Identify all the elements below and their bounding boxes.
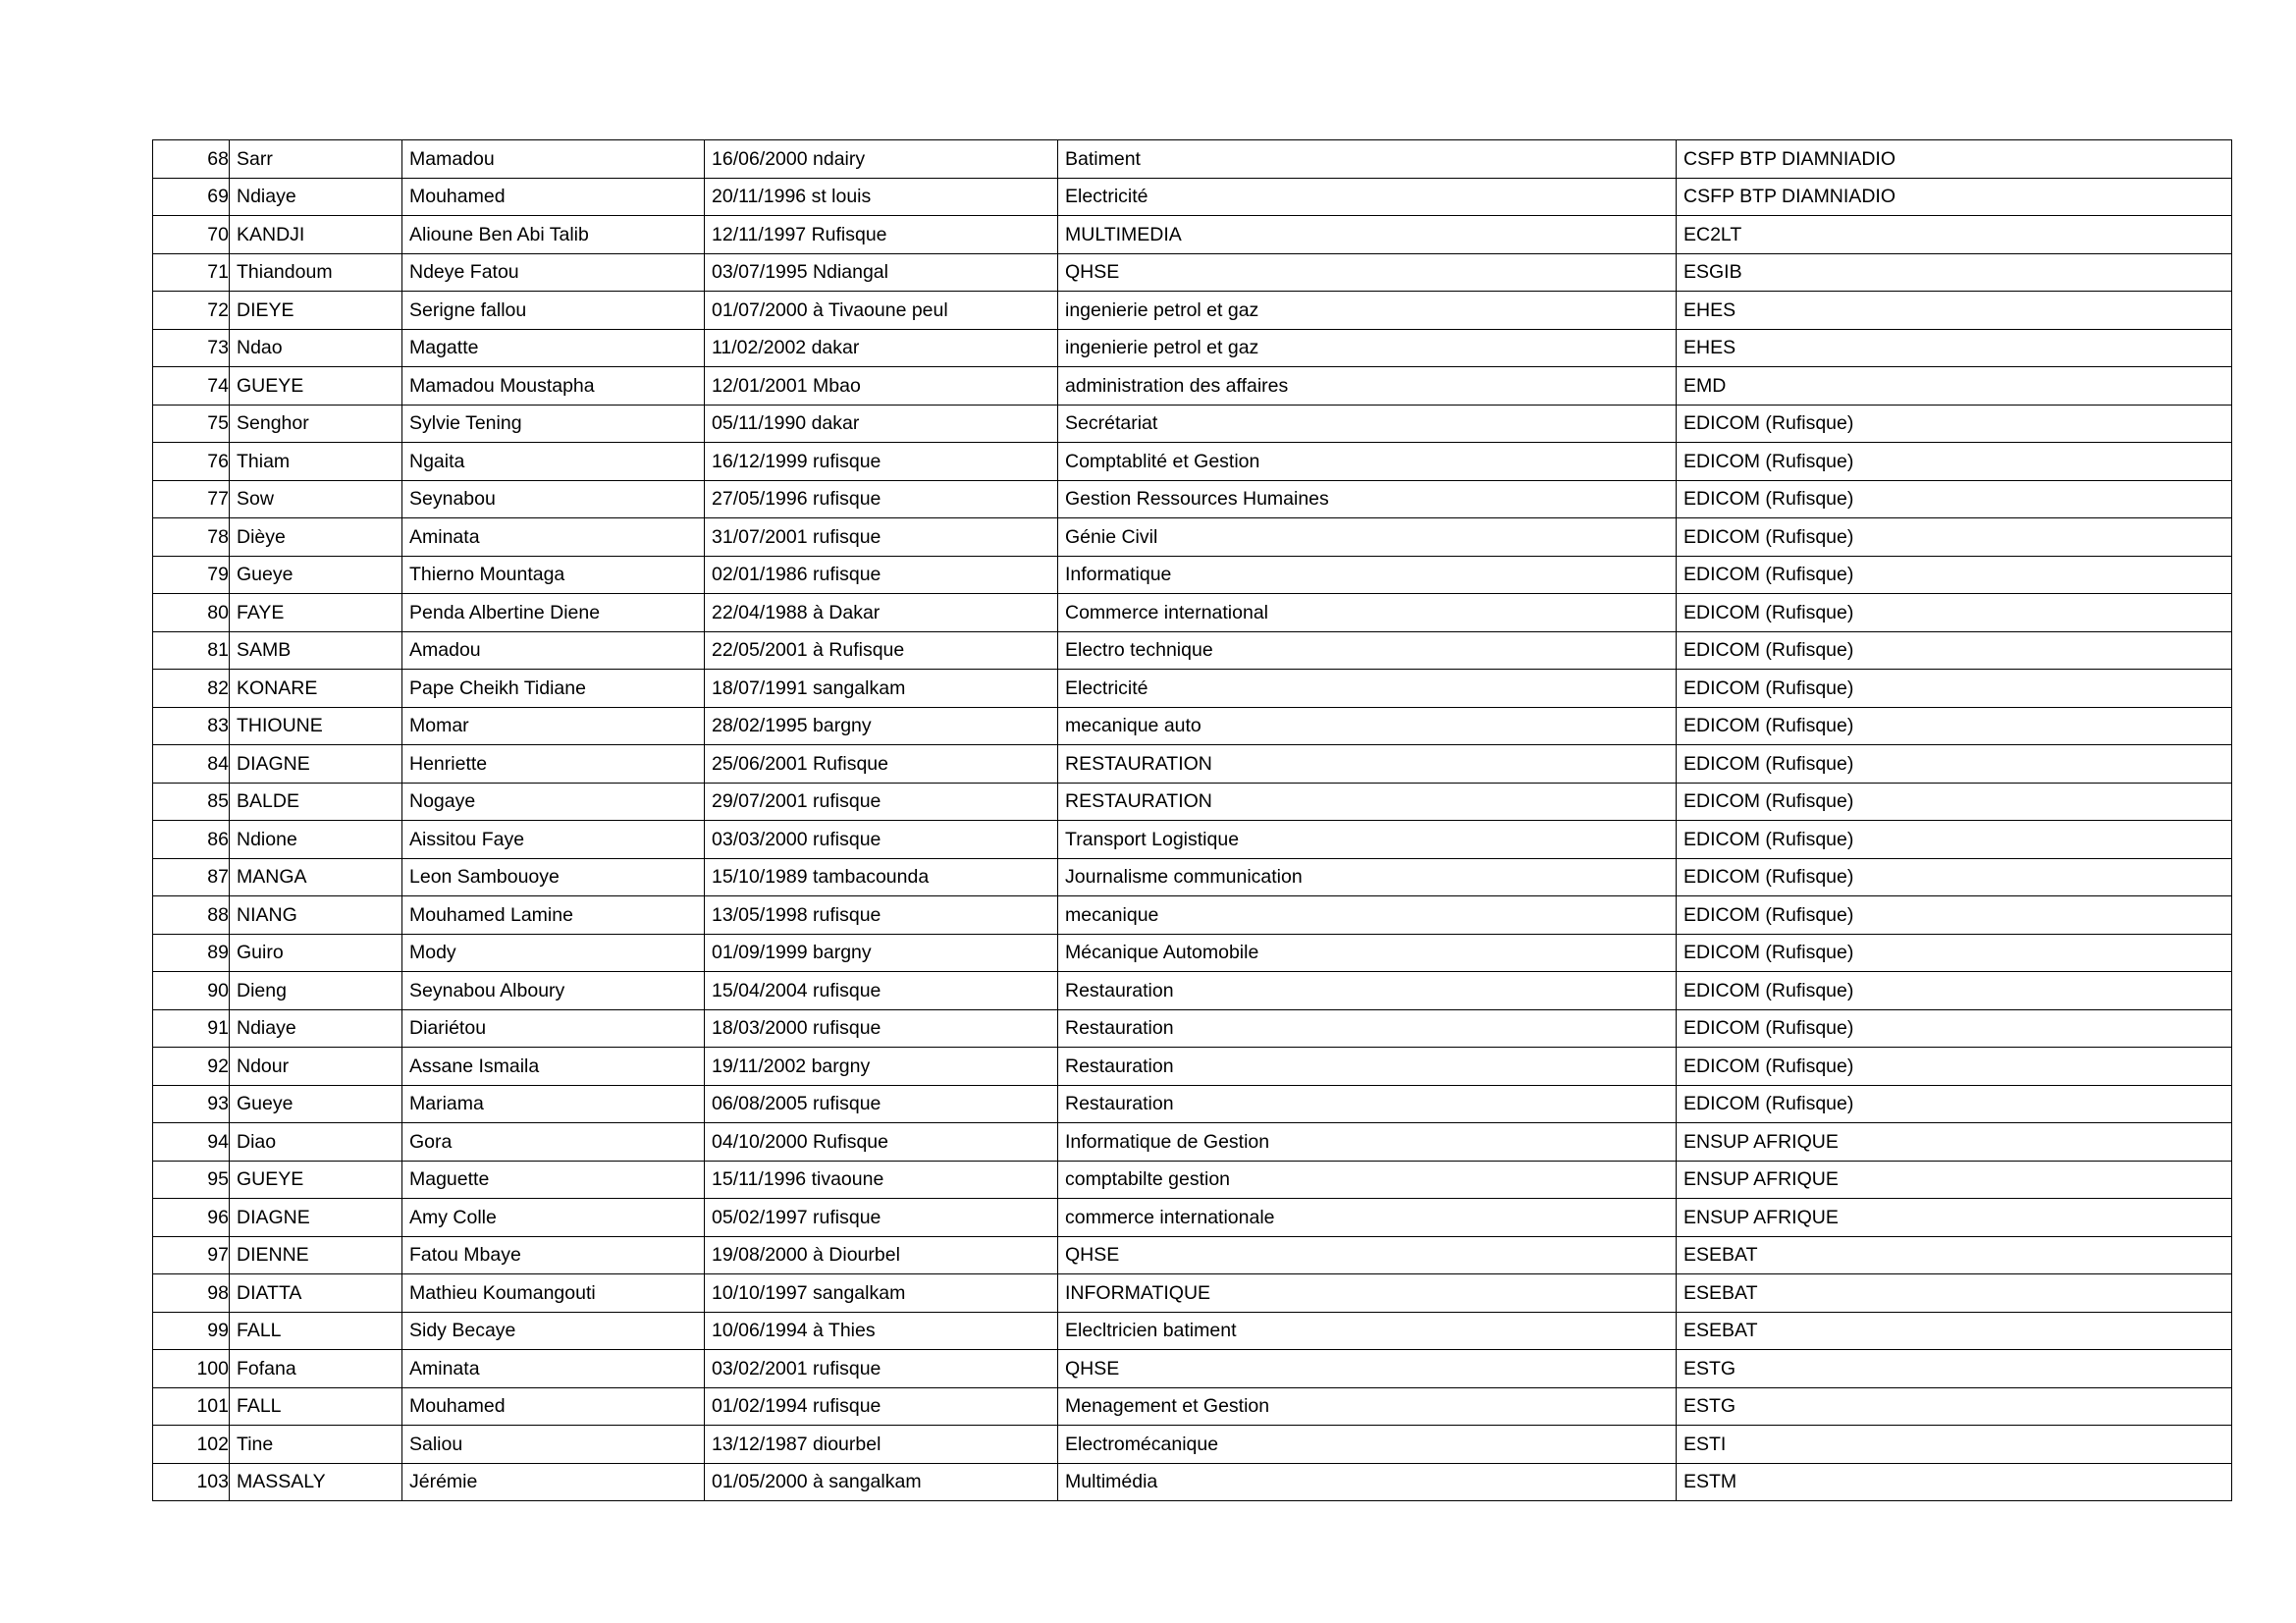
cell-naissance: 22/04/1988 à Dakar bbox=[705, 594, 1058, 632]
cell-nom: FALL bbox=[230, 1312, 402, 1350]
cell-n: 94 bbox=[153, 1123, 230, 1162]
cell-naissance: 01/05/2000 à sangalkam bbox=[705, 1463, 1058, 1501]
cell-naissance: 01/07/2000 à Tivaoune peul bbox=[705, 292, 1058, 330]
cell-nom: Tine bbox=[230, 1426, 402, 1464]
cell-filiere: QHSE bbox=[1058, 1236, 1677, 1274]
cell-naissance: 15/11/1996 tivaoune bbox=[705, 1161, 1058, 1199]
cell-nom: Diao bbox=[230, 1123, 402, 1162]
cell-filiere: Journalisme communication bbox=[1058, 858, 1677, 896]
cell-filiere: mecanique bbox=[1058, 896, 1677, 935]
cell-n: 98 bbox=[153, 1274, 230, 1313]
cell-prenom: Mody bbox=[402, 934, 705, 972]
cell-prenom: Amadou bbox=[402, 631, 705, 670]
table-row bbox=[153, 556, 2232, 594]
table-row bbox=[153, 972, 2232, 1010]
cell-naissance: 03/07/1995 Ndiangal bbox=[705, 253, 1058, 292]
cell-naissance: 19/08/2000 à Diourbel bbox=[705, 1236, 1058, 1274]
cell-filiere: Elecltricien batiment bbox=[1058, 1312, 1677, 1350]
cell-prenom: Serigne fallou bbox=[402, 292, 705, 330]
cell-etablissement: ESGIB bbox=[1677, 253, 2232, 292]
cell-naissance: 05/02/1997 rufisque bbox=[705, 1199, 1058, 1237]
cell-etablissement: EDICOM (Rufisque) bbox=[1677, 1085, 2232, 1123]
cell-prenom: Ngaita bbox=[402, 443, 705, 481]
cell-nom: Ndiaye bbox=[230, 178, 402, 216]
cell-nom: DIEYE bbox=[230, 292, 402, 330]
cell-etablissement: ESTI bbox=[1677, 1426, 2232, 1464]
cell-n: 72 bbox=[153, 292, 230, 330]
table-row bbox=[153, 292, 2232, 330]
cell-prenom: Mamadou bbox=[402, 140, 705, 179]
cell-n: 101 bbox=[153, 1387, 230, 1426]
cell-filiere: Comptablité et Gestion bbox=[1058, 443, 1677, 481]
table-row bbox=[153, 670, 2232, 708]
cell-n: 71 bbox=[153, 253, 230, 292]
cell-filiere: INFORMATIQUE bbox=[1058, 1274, 1677, 1313]
cell-etablissement: EMD bbox=[1677, 367, 2232, 406]
cell-n: 77 bbox=[153, 480, 230, 518]
table-row bbox=[153, 405, 2232, 443]
table-row bbox=[153, 1123, 2232, 1162]
cell-nom: KONARE bbox=[230, 670, 402, 708]
cell-nom: Gueye bbox=[230, 556, 402, 594]
cell-naissance: 22/05/2001 à Rufisque bbox=[705, 631, 1058, 670]
cell-naissance: 19/11/2002 bargny bbox=[705, 1048, 1058, 1086]
cell-naissance: 20/11/1996 st louis bbox=[705, 178, 1058, 216]
cell-filiere: mecanique auto bbox=[1058, 707, 1677, 745]
cell-etablissement: ENSUP AFRIQUE bbox=[1677, 1161, 2232, 1199]
table-row bbox=[153, 443, 2232, 481]
cell-etablissement: EDICOM (Rufisque) bbox=[1677, 972, 2232, 1010]
cell-filiere: Restauration bbox=[1058, 1085, 1677, 1123]
table-row bbox=[153, 329, 2232, 367]
cell-naissance: 31/07/2001 rufisque bbox=[705, 518, 1058, 557]
cell-n: 90 bbox=[153, 972, 230, 1010]
cell-nom: DIAGNE bbox=[230, 1199, 402, 1237]
cell-filiere: Gestion Ressources Humaines bbox=[1058, 480, 1677, 518]
cell-naissance: 02/01/1986 rufisque bbox=[705, 556, 1058, 594]
cell-prenom: Maguette bbox=[402, 1161, 705, 1199]
table-row bbox=[153, 1463, 2232, 1501]
cell-n: 70 bbox=[153, 216, 230, 254]
cell-prenom: Mathieu Koumangouti bbox=[402, 1274, 705, 1313]
table-row bbox=[153, 858, 2232, 896]
cell-prenom: Saliou bbox=[402, 1426, 705, 1464]
cell-prenom: Aissitou Faye bbox=[402, 821, 705, 859]
cell-n: 82 bbox=[153, 670, 230, 708]
cell-etablissement: EDICOM (Rufisque) bbox=[1677, 858, 2232, 896]
cell-nom: DIATTA bbox=[230, 1274, 402, 1313]
cell-prenom: Gora bbox=[402, 1123, 705, 1162]
cell-nom: SAMB bbox=[230, 631, 402, 670]
cell-etablissement: EDICOM (Rufisque) bbox=[1677, 934, 2232, 972]
cell-prenom: Momar bbox=[402, 707, 705, 745]
cell-naissance: 28/02/1995 bargny bbox=[705, 707, 1058, 745]
cell-etablissement: EDICOM (Rufisque) bbox=[1677, 443, 2232, 481]
cell-naissance: 15/04/2004 rufisque bbox=[705, 972, 1058, 1010]
roster-table-container bbox=[152, 139, 2184, 1501]
cell-nom: MANGA bbox=[230, 858, 402, 896]
cell-naissance: 18/07/1991 sangalkam bbox=[705, 670, 1058, 708]
cell-filiere: QHSE bbox=[1058, 253, 1677, 292]
cell-prenom: Jérémie bbox=[402, 1463, 705, 1501]
cell-n: 86 bbox=[153, 821, 230, 859]
cell-prenom: Diariétou bbox=[402, 1009, 705, 1048]
table-row bbox=[153, 1161, 2232, 1199]
cell-naissance: 04/10/2000 Rufisque bbox=[705, 1123, 1058, 1162]
cell-filiere: Commerce international bbox=[1058, 594, 1677, 632]
cell-naissance: 15/10/1989 tambacounda bbox=[705, 858, 1058, 896]
cell-filiere: Informatique bbox=[1058, 556, 1677, 594]
cell-etablissement: ENSUP AFRIQUE bbox=[1677, 1123, 2232, 1162]
cell-nom: Dieng bbox=[230, 972, 402, 1010]
cell-prenom: Mamadou Moustapha bbox=[402, 367, 705, 406]
cell-prenom: Penda Albertine Diene bbox=[402, 594, 705, 632]
cell-naissance: 13/12/1987 diourbel bbox=[705, 1426, 1058, 1464]
cell-etablissement: CSFP BTP DIAMNIADIO bbox=[1677, 178, 2232, 216]
cell-etablissement: EDICOM (Rufisque) bbox=[1677, 1048, 2232, 1086]
cell-prenom: Mouhamed bbox=[402, 1387, 705, 1426]
cell-filiere: Génie Civil bbox=[1058, 518, 1677, 557]
table-row bbox=[153, 896, 2232, 935]
table-row bbox=[153, 367, 2232, 406]
table-row bbox=[153, 140, 2232, 179]
cell-filiere: Restauration bbox=[1058, 1009, 1677, 1048]
table-row bbox=[153, 1387, 2232, 1426]
cell-n: 95 bbox=[153, 1161, 230, 1199]
cell-nom: Thiam bbox=[230, 443, 402, 481]
cell-naissance: 10/06/1994 à Thies bbox=[705, 1312, 1058, 1350]
cell-n: 87 bbox=[153, 858, 230, 896]
cell-nom: Senghor bbox=[230, 405, 402, 443]
cell-filiere: RESTAURATION bbox=[1058, 745, 1677, 784]
table-row bbox=[153, 707, 2232, 745]
cell-filiere: MULTIMEDIA bbox=[1058, 216, 1677, 254]
cell-n: 97 bbox=[153, 1236, 230, 1274]
cell-etablissement: EDICOM (Rufisque) bbox=[1677, 783, 2232, 821]
cell-nom: BALDE bbox=[230, 783, 402, 821]
cell-etablissement: EDICOM (Rufisque) bbox=[1677, 405, 2232, 443]
table-row bbox=[153, 631, 2232, 670]
cell-n: 80 bbox=[153, 594, 230, 632]
cell-naissance: 01/02/1994 rufisque bbox=[705, 1387, 1058, 1426]
table-row bbox=[153, 745, 2232, 784]
cell-filiere: Restauration bbox=[1058, 972, 1677, 1010]
cell-filiere: comptabilte gestion bbox=[1058, 1161, 1677, 1199]
cell-prenom: Seynabou Alboury bbox=[402, 972, 705, 1010]
cell-n: 103 bbox=[153, 1463, 230, 1501]
cell-n: 93 bbox=[153, 1085, 230, 1123]
table-row bbox=[153, 518, 2232, 557]
cell-naissance: 10/10/1997 sangalkam bbox=[705, 1274, 1058, 1313]
cell-filiere: Menagement et Gestion bbox=[1058, 1387, 1677, 1426]
cell-n: 91 bbox=[153, 1009, 230, 1048]
cell-nom: FALL bbox=[230, 1387, 402, 1426]
cell-naissance: 16/06/2000 ndairy bbox=[705, 140, 1058, 179]
cell-naissance: 06/08/2005 rufisque bbox=[705, 1085, 1058, 1123]
cell-filiere: Transport Logistique bbox=[1058, 821, 1677, 859]
cell-prenom: Sylvie Tening bbox=[402, 405, 705, 443]
cell-naissance: 01/09/1999 bargny bbox=[705, 934, 1058, 972]
cell-n: 74 bbox=[153, 367, 230, 406]
cell-prenom: Mouhamed bbox=[402, 178, 705, 216]
cell-n: 75 bbox=[153, 405, 230, 443]
cell-prenom: Ndeye Fatou bbox=[402, 253, 705, 292]
cell-n: 69 bbox=[153, 178, 230, 216]
cell-n: 78 bbox=[153, 518, 230, 557]
cell-filiere: RESTAURATION bbox=[1058, 783, 1677, 821]
cell-n: 85 bbox=[153, 783, 230, 821]
cell-etablissement: EDICOM (Rufisque) bbox=[1677, 594, 2232, 632]
table-row bbox=[153, 783, 2232, 821]
cell-nom: Guiro bbox=[230, 934, 402, 972]
cell-n: 99 bbox=[153, 1312, 230, 1350]
roster-table bbox=[152, 139, 2232, 1501]
cell-nom: DIENNE bbox=[230, 1236, 402, 1274]
cell-prenom: Alioune Ben Abi Talib bbox=[402, 216, 705, 254]
cell-n: 73 bbox=[153, 329, 230, 367]
cell-prenom: Assane Ismaila bbox=[402, 1048, 705, 1086]
cell-nom: Ndao bbox=[230, 329, 402, 367]
cell-naissance: 03/02/2001 rufisque bbox=[705, 1350, 1058, 1388]
cell-etablissement: ESEBAT bbox=[1677, 1312, 2232, 1350]
table-row bbox=[153, 1274, 2232, 1313]
cell-n: 89 bbox=[153, 934, 230, 972]
cell-naissance: 11/02/2002 dakar bbox=[705, 329, 1058, 367]
cell-etablissement: EHES bbox=[1677, 329, 2232, 367]
cell-etablissement: EC2LT bbox=[1677, 216, 2232, 254]
cell-nom: DIAGNE bbox=[230, 745, 402, 784]
cell-nom: MASSALY bbox=[230, 1463, 402, 1501]
table-row bbox=[153, 594, 2232, 632]
cell-nom: FAYE bbox=[230, 594, 402, 632]
cell-filiere: Mécanique Automobile bbox=[1058, 934, 1677, 972]
cell-filiere: ingenierie petrol et gaz bbox=[1058, 329, 1677, 367]
cell-filiere: Restauration bbox=[1058, 1048, 1677, 1086]
cell-naissance: 03/03/2000 rufisque bbox=[705, 821, 1058, 859]
cell-etablissement: EDICOM (Rufisque) bbox=[1677, 745, 2232, 784]
cell-etablissement: ESTG bbox=[1677, 1387, 2232, 1426]
cell-n: 83 bbox=[153, 707, 230, 745]
cell-n: 96 bbox=[153, 1199, 230, 1237]
table-row bbox=[153, 480, 2232, 518]
cell-etablissement: EHES bbox=[1677, 292, 2232, 330]
table-row bbox=[153, 1048, 2232, 1086]
cell-n: 92 bbox=[153, 1048, 230, 1086]
cell-filiere: ingenierie petrol et gaz bbox=[1058, 292, 1677, 330]
cell-filiere: Electricité bbox=[1058, 178, 1677, 216]
cell-nom: GUEYE bbox=[230, 367, 402, 406]
cell-naissance: 27/05/1996 rufisque bbox=[705, 480, 1058, 518]
cell-prenom: Nogaye bbox=[402, 783, 705, 821]
cell-filiere: Multimédia bbox=[1058, 1463, 1677, 1501]
cell-etablissement: EDICOM (Rufisque) bbox=[1677, 670, 2232, 708]
table-row bbox=[153, 934, 2232, 972]
cell-naissance: 18/03/2000 rufisque bbox=[705, 1009, 1058, 1048]
cell-etablissement: EDICOM (Rufisque) bbox=[1677, 896, 2232, 935]
cell-etablissement: ESTG bbox=[1677, 1350, 2232, 1388]
table-row bbox=[153, 1199, 2232, 1237]
cell-prenom: Mariama bbox=[402, 1085, 705, 1123]
cell-etablissement: EDICOM (Rufisque) bbox=[1677, 518, 2232, 557]
table-row bbox=[153, 1350, 2232, 1388]
cell-nom: THIOUNE bbox=[230, 707, 402, 745]
cell-filiere: Electro technique bbox=[1058, 631, 1677, 670]
cell-prenom: Amy Colle bbox=[402, 1199, 705, 1237]
cell-prenom: Aminata bbox=[402, 518, 705, 557]
cell-nom: Thiandoum bbox=[230, 253, 402, 292]
table-row bbox=[153, 1009, 2232, 1048]
cell-etablissement: ESEBAT bbox=[1677, 1236, 2232, 1274]
cell-prenom: Seynabou bbox=[402, 480, 705, 518]
table-row bbox=[153, 1426, 2232, 1464]
cell-prenom: Pape Cheikh Tidiane bbox=[402, 670, 705, 708]
cell-naissance: 12/01/2001 Mbao bbox=[705, 367, 1058, 406]
cell-nom: Gueye bbox=[230, 1085, 402, 1123]
cell-naissance: 13/05/1998 rufisque bbox=[705, 896, 1058, 935]
cell-nom: Fofana bbox=[230, 1350, 402, 1388]
cell-nom: Sow bbox=[230, 480, 402, 518]
cell-prenom: Aminata bbox=[402, 1350, 705, 1388]
table-row bbox=[153, 1312, 2232, 1350]
cell-etablissement: EDICOM (Rufisque) bbox=[1677, 707, 2232, 745]
cell-etablissement: EDICOM (Rufisque) bbox=[1677, 556, 2232, 594]
cell-nom: NIANG bbox=[230, 896, 402, 935]
cell-etablissement: ESTM bbox=[1677, 1463, 2232, 1501]
cell-nom: Sarr bbox=[230, 140, 402, 179]
cell-prenom: Leon Sambouoye bbox=[402, 858, 705, 896]
cell-filiere: commerce internationale bbox=[1058, 1199, 1677, 1237]
cell-n: 76 bbox=[153, 443, 230, 481]
cell-naissance: 16/12/1999 rufisque bbox=[705, 443, 1058, 481]
cell-filiere: Secrétariat bbox=[1058, 405, 1677, 443]
cell-prenom: Fatou Mbaye bbox=[402, 1236, 705, 1274]
table-row bbox=[153, 821, 2232, 859]
roster-table-body bbox=[153, 140, 2232, 1501]
cell-naissance: 12/11/1997 Rufisque bbox=[705, 216, 1058, 254]
cell-etablissement: EDICOM (Rufisque) bbox=[1677, 631, 2232, 670]
cell-prenom: Henriette bbox=[402, 745, 705, 784]
cell-nom: Ndiaye bbox=[230, 1009, 402, 1048]
cell-etablissement: ENSUP AFRIQUE bbox=[1677, 1199, 2232, 1237]
table-row bbox=[153, 1236, 2232, 1274]
cell-etablissement: EDICOM (Rufisque) bbox=[1677, 480, 2232, 518]
cell-n: 88 bbox=[153, 896, 230, 935]
cell-n: 79 bbox=[153, 556, 230, 594]
cell-nom: Ndione bbox=[230, 821, 402, 859]
cell-etablissement: EDICOM (Rufisque) bbox=[1677, 1009, 2232, 1048]
cell-etablissement: ESEBAT bbox=[1677, 1274, 2232, 1313]
cell-n: 81 bbox=[153, 631, 230, 670]
cell-naissance: 05/11/1990 dakar bbox=[705, 405, 1058, 443]
cell-nom: GUEYE bbox=[230, 1161, 402, 1199]
table-row bbox=[153, 178, 2232, 216]
cell-n: 102 bbox=[153, 1426, 230, 1464]
cell-prenom: Magatte bbox=[402, 329, 705, 367]
cell-prenom: Sidy Becaye bbox=[402, 1312, 705, 1350]
cell-filiere: administration des affaires bbox=[1058, 367, 1677, 406]
cell-prenom: Thierno Mountaga bbox=[402, 556, 705, 594]
cell-nom: KANDJI bbox=[230, 216, 402, 254]
cell-prenom: Mouhamed Lamine bbox=[402, 896, 705, 935]
cell-filiere: QHSE bbox=[1058, 1350, 1677, 1388]
cell-n: 100 bbox=[153, 1350, 230, 1388]
cell-filiere: Electromécanique bbox=[1058, 1426, 1677, 1464]
cell-etablissement: CSFP BTP DIAMNIADIO bbox=[1677, 140, 2232, 179]
cell-etablissement: EDICOM (Rufisque) bbox=[1677, 821, 2232, 859]
cell-nom: Ndour bbox=[230, 1048, 402, 1086]
table-row bbox=[153, 216, 2232, 254]
cell-filiere: Informatique de Gestion bbox=[1058, 1123, 1677, 1162]
cell-naissance: 29/07/2001 rufisque bbox=[705, 783, 1058, 821]
table-row bbox=[153, 1085, 2232, 1123]
cell-nom: Dièye bbox=[230, 518, 402, 557]
cell-filiere: Electricité bbox=[1058, 670, 1677, 708]
cell-naissance: 25/06/2001 Rufisque bbox=[705, 745, 1058, 784]
table-row bbox=[153, 253, 2232, 292]
cell-filiere: Batiment bbox=[1058, 140, 1677, 179]
cell-n: 68 bbox=[153, 140, 230, 179]
cell-n: 84 bbox=[153, 745, 230, 784]
